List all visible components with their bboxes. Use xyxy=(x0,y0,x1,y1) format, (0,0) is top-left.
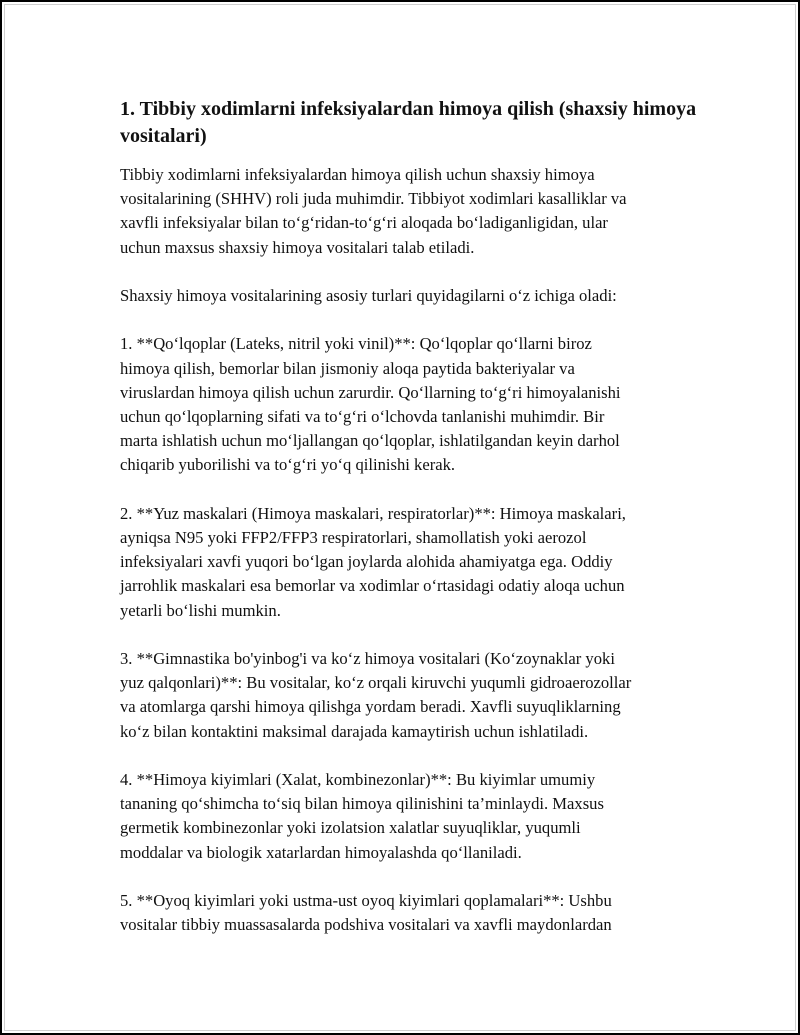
list-item-face-masks: 2. **Yuz maskalari (Himoya maskalari, respiratorlar)**: Himoya maskalari, ayniqsa N95 yoki FFP2/FFP3 respiratorlari, shamollatish yoki aerozol infeksiyalari xavfi yuqori bo‘lgan joylarda alohida ahamiyatga ega. Oddiy jarrohlik maskalari esa bemorlar va xodimlar o‘rtasidagi odatiy aloqa uchun yetarli bo‘lishi mumkin. xyxy=(120,503,626,620)
intro-paragraph: Tibbiy xodimlarni infeksiyalardan himoya qilish uchun shaxsiy himoya vositalarining (SHHV) roli juda muhimdir. Tibbiyot xodimlari kasalliklar va xavfli infeksiyalar bilan to‘g‘ridan-to‘g‘ri aloqada bo‘ladiganligidan, ular uchun maxsus shaxsiy himoya vositalari talab etiladi. xyxy=(120,165,627,257)
list-item-shoe-covers: 5. **Oyoq kiyimlari yoki ustma-ust oyoq kiyimlari qoplamalari**: Ushbu vositalar tibbiy muassasalarda podshiva vositalari va xavfli maydonlardan xyxy=(120,891,612,935)
list-item-eye-protection: 3. **Gimnastika bo'yinbog'i va ko‘z himoya vositalari (Ko‘zoynaklar yoki yuz qalqonlari)**: Bu vositalar, ko‘z orqali kiruvchi yuqumli gidroaerozollar va atomlarga qarshi himoya qilishga yordam beradi. Xavfli suyuqliklarning ko‘z bilan kontaktini maksimal darajada kamaytirish uchun ishlatiladi. xyxy=(120,649,632,741)
list-item-protective-clothing: 4. **Himoya kiyimlari (Xalat, kombinezonlar)**: Bu kiyimlar umumiy tananing qo‘shimcha to‘siq bilan himoya qilinishini ta’minlaydi. Maxsus germetik kombinezonlar yoki izolatsion xalatlar suyuqliklar, yuqumli moddalar va biologik xatarlardan himoyalashda qo‘llaniladi. xyxy=(120,770,604,862)
document-body xyxy=(120,96,700,937)
list-item-gloves: 1. **Qo‘lqoplar (Lateks, nitril yoki vinil)**: Qo‘lqoplar qo‘llarni biroz himoya qilish, bemorlar bilan jismoniy aloqa paytida bakteriyalar va viruslardan himoya qilish uchun zarurdir. Qo‘llarning to‘g‘ri himoyalanishi uchun qo‘lqoplarning sifati va to‘g‘ri o‘lchovda tanlanishi muhimdir. Bir marta ishlatish uchun mo‘ljallangan qo‘lqoplar, ishlatilgandan keyin darhol chiqarib yuborilishi va to‘g‘ri yo‘q qilinishi kerak. xyxy=(120,334,621,475)
section-heading: 1. Tibbiy xodimlarni infeksiyalardan himoya qilish (shaxsiy himoya vositalari) xyxy=(120,98,697,147)
types-lead-paragraph: Shaxsiy himoya vositalarining asosiy turlari quyidagilarni o‘z ichiga oladi: xyxy=(120,286,617,305)
